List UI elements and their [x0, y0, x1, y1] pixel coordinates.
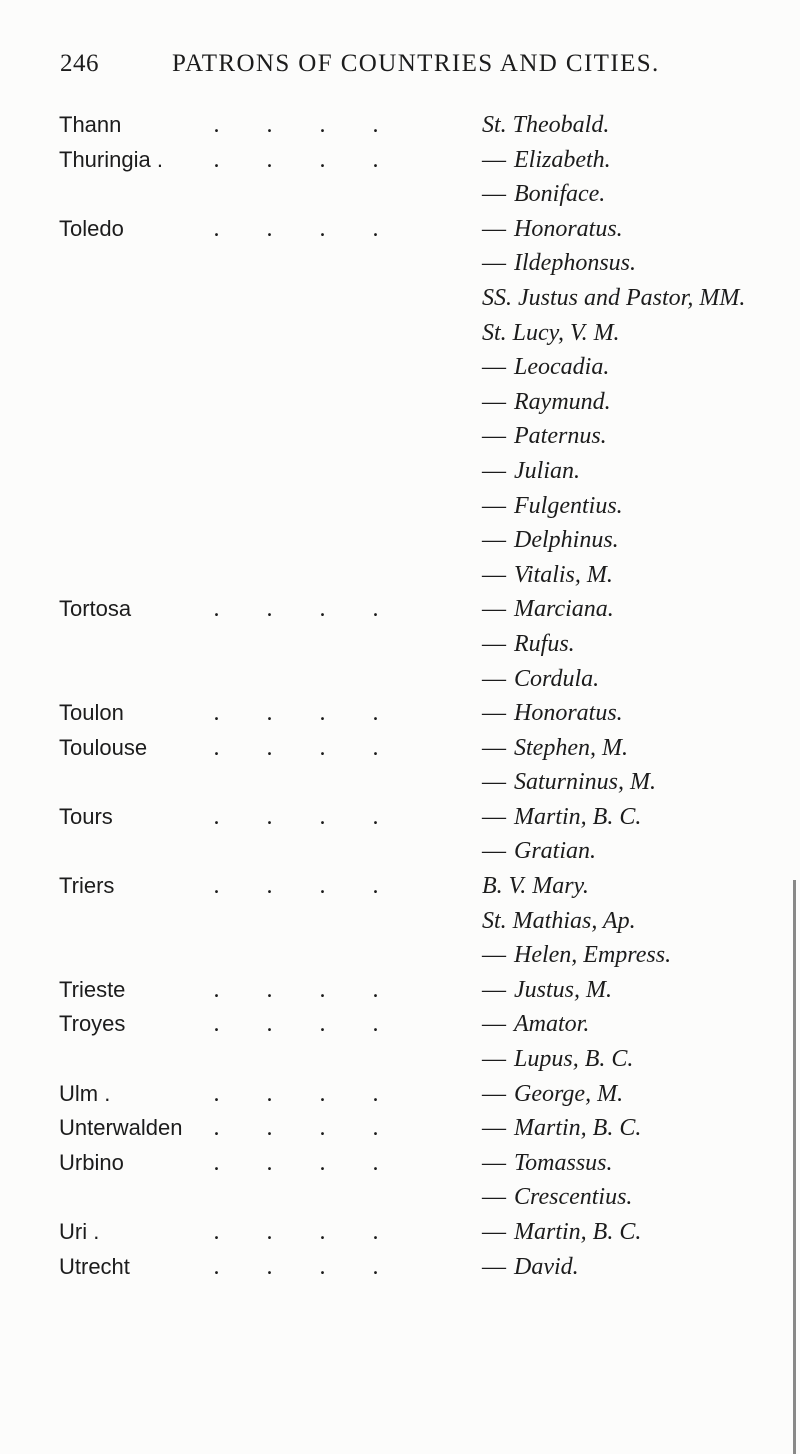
saint-name: Marciana.	[514, 596, 614, 623]
patron-saint	[482, 731, 628, 765]
entry-row	[0, 1111, 800, 1146]
patron-saint	[482, 1007, 589, 1041]
place-name: Utrecht	[59, 1253, 130, 1279]
saint-name: SS. Justus and Pastor, MM.	[482, 284, 746, 311]
entry-row	[0, 1215, 800, 1250]
saint-name: Cordula.	[514, 665, 600, 692]
saint-name: Stephen, M.	[514, 734, 628, 761]
ditto-dash: —	[482, 1149, 506, 1176]
saint-name: Fulgentius.	[514, 492, 623, 519]
ditto-dash: —	[482, 354, 506, 381]
entry-row	[0, 1077, 800, 1112]
page-number: 246	[60, 50, 99, 77]
page-header	[60, 50, 740, 94]
entry-row	[0, 523, 800, 558]
saint-name: Lupus, B. C.	[514, 1046, 634, 1073]
saint-name: Helen, Empress.	[514, 942, 672, 969]
ditto-dash: —	[482, 181, 506, 208]
page-edge-shadow	[793, 880, 796, 1454]
entry-row	[0, 800, 800, 835]
entry-row	[0, 108, 800, 143]
patron-saint	[482, 523, 619, 557]
entry-row	[0, 212, 800, 247]
saint-name: B. V. Mary.	[482, 873, 589, 900]
saint-name: Boniface.	[514, 181, 606, 208]
place-name: Uri .	[59, 1219, 100, 1244]
saint-name: Honoratus.	[514, 700, 623, 727]
entry-row	[0, 973, 800, 1008]
dot-leaders: . . . .	[213, 976, 379, 1003]
saint-name: Paternus.	[514, 423, 607, 450]
entry-row	[0, 350, 800, 385]
ditto-dash: —	[482, 976, 506, 1003]
entry-row	[0, 177, 800, 212]
patron-saint	[482, 800, 641, 834]
dot-leaders: . . . .	[213, 1011, 379, 1038]
dot-leaders: . . . .	[213, 1080, 379, 1107]
saint-name: St. Theobald.	[482, 112, 610, 138]
saint-name: Elizabeth.	[514, 146, 611, 173]
entry-row	[0, 869, 800, 904]
patron-saint	[482, 1042, 633, 1076]
place-name: Triers	[59, 873, 115, 899]
ditto-dash: —	[482, 665, 506, 692]
patron-saint	[482, 1146, 613, 1180]
ditto-dash: —	[482, 630, 506, 657]
ditto-dash: —	[482, 838, 506, 865]
place-name: Trieste	[59, 976, 126, 1002]
patron-saint	[482, 869, 589, 903]
patron-saint	[482, 489, 623, 523]
patron-saint	[482, 592, 614, 626]
patron-saint	[482, 454, 580, 488]
entry-row	[0, 558, 800, 593]
ditto-dash: —	[482, 1253, 506, 1280]
patron-saint	[482, 696, 623, 730]
dot-leaders: . . . .	[213, 1149, 379, 1176]
saint-name: Crescentius.	[514, 1184, 633, 1211]
ditto-dash: —	[482, 803, 506, 830]
saint-name: St. Mathias, Ap.	[482, 907, 636, 934]
saint-name: Julian.	[514, 457, 580, 484]
entry-row	[0, 731, 800, 766]
patron-saint	[482, 1250, 579, 1284]
saint-name: George, M.	[514, 1080, 624, 1107]
patron-saint	[482, 834, 596, 868]
place-name: Ulm .	[59, 1080, 111, 1106]
entry-row	[0, 1250, 800, 1285]
ditto-dash: —	[482, 769, 506, 796]
saint-name: Delphinus.	[514, 527, 619, 554]
patron-saint	[482, 558, 613, 592]
ditto-dash: —	[482, 423, 506, 450]
patron-saint	[482, 385, 611, 419]
place-name: Toulon	[59, 700, 124, 726]
ditto-dash: —	[482, 1184, 506, 1211]
place-name: Tours	[59, 803, 113, 829]
entry-row	[0, 454, 800, 489]
saint-name: Saturninus, M.	[514, 769, 657, 796]
dot-leaders: . . . .	[213, 734, 379, 761]
place-name: Thuringia .	[59, 146, 163, 172]
patron-saint	[482, 246, 636, 280]
saint-name: Leocadia.	[514, 354, 610, 381]
ditto-dash: —	[482, 215, 506, 242]
saint-name: Vitalis, M.	[514, 561, 613, 588]
entry-row	[0, 696, 800, 731]
patron-saint	[482, 973, 612, 1007]
ditto-dash: —	[482, 457, 506, 484]
patron-saint	[482, 177, 605, 211]
entry-row	[0, 592, 800, 627]
ditto-dash: —	[482, 942, 506, 969]
dot-leaders: . . . .	[213, 1219, 379, 1245]
dot-leaders: . . . .	[213, 215, 379, 242]
ditto-dash: —	[482, 596, 506, 623]
patron-saint	[482, 1180, 632, 1214]
place-name: Tortosa	[59, 596, 132, 622]
dot-leaders: . . . .	[213, 146, 379, 173]
saint-name: David.	[514, 1253, 579, 1280]
patron-saint	[482, 419, 607, 453]
ditto-dash: —	[482, 734, 506, 761]
place-name: Toulouse	[59, 734, 148, 760]
place-name: Urbino	[59, 1149, 124, 1175]
saint-name: Gratian.	[514, 838, 597, 865]
entry-row	[0, 385, 800, 420]
entry-row	[0, 1180, 800, 1215]
patron-saint	[482, 1111, 641, 1145]
entry-row	[0, 1042, 800, 1077]
entry-row	[0, 765, 800, 800]
saint-name: Raymund.	[514, 388, 611, 415]
entry-row	[0, 1146, 800, 1181]
ditto-dash: —	[482, 1080, 506, 1107]
ditto-dash: —	[482, 700, 506, 727]
patron-saint	[482, 281, 745, 315]
saint-name: Justus, M.	[514, 976, 612, 1003]
saint-name: St. Lucy, V. M.	[482, 319, 620, 346]
saint-name: Honoratus.	[514, 215, 623, 242]
saint-name: Martin, B. C.	[514, 1219, 642, 1245]
saint-name: Martin, B. C.	[514, 1115, 642, 1142]
running-title: PATRONS OF COUNTRIES AND CITIES.	[172, 50, 660, 77]
ditto-dash: —	[482, 492, 506, 519]
patron-saint	[482, 904, 636, 938]
patron-saint	[482, 938, 671, 972]
patron-saint	[482, 1215, 641, 1249]
patron-saint	[482, 1077, 623, 1111]
patron-list	[0, 108, 800, 1284]
entry-row	[0, 904, 800, 939]
patron-saint	[482, 143, 611, 177]
ditto-dash: —	[482, 1011, 506, 1038]
patron-saint	[482, 765, 656, 799]
place-name: Unterwalden	[59, 1115, 183, 1141]
patron-saint	[482, 212, 623, 246]
entry-row	[0, 1007, 800, 1042]
ditto-dash: —	[482, 1046, 506, 1073]
ditto-dash: —	[482, 561, 506, 588]
ditto-dash: —	[482, 146, 506, 173]
ditto-dash: —	[482, 250, 506, 277]
saint-name: Ildephonsus.	[514, 250, 636, 277]
dot-leaders: . . . .	[213, 700, 379, 727]
dot-leaders: . . . .	[213, 1115, 379, 1142]
ditto-dash: —	[482, 388, 506, 415]
saint-name: Martin, B. C.	[514, 803, 642, 830]
dot-leaders: . . . .	[213, 596, 379, 623]
entry-row	[0, 489, 800, 524]
patron-saint	[482, 350, 609, 384]
entry-row	[0, 246, 800, 281]
ditto-dash: —	[482, 527, 506, 554]
saint-name: Amator.	[514, 1011, 590, 1038]
entry-row	[0, 938, 800, 973]
patron-saint	[482, 316, 620, 350]
saint-name: Rufus.	[514, 630, 575, 657]
ditto-dash: —	[482, 1115, 506, 1142]
dot-leaders: . . . .	[213, 873, 379, 900]
entry-row	[0, 662, 800, 697]
entry-row	[0, 419, 800, 454]
entry-row	[0, 143, 800, 178]
entry-row	[0, 316, 800, 351]
place-name: Toledo	[59, 215, 124, 241]
dot-leaders: . . . .	[213, 803, 379, 830]
dot-leaders: . . . .	[213, 1253, 379, 1280]
dot-leaders: . . . .	[213, 112, 379, 138]
place-name: Thann	[59, 112, 122, 137]
place-name: Troyes	[59, 1011, 126, 1037]
entry-row	[0, 834, 800, 869]
entry-row	[0, 627, 800, 662]
ditto-dash: —	[482, 1219, 506, 1245]
patron-saint	[482, 662, 599, 696]
patron-saint	[482, 108, 609, 142]
saint-name: Tomassus.	[514, 1149, 613, 1176]
patron-saint	[482, 627, 575, 661]
entry-row	[0, 281, 800, 316]
